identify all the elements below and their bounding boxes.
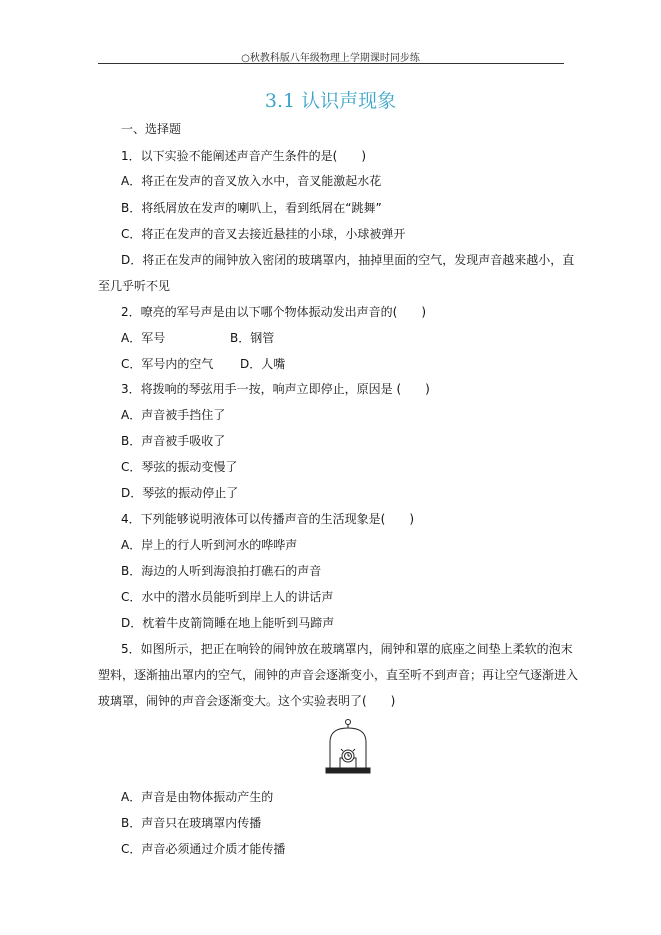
q5-option-c: C．声音必须通过介质才能传播 — [121, 842, 286, 856]
question-2-stem: 2．嘹亮的军号声是由以下哪个物体振动发出声音的( ) — [121, 305, 427, 319]
question-5-stem-line-1: 5．如图所示，把正在响铃的闹钟放在玻璃罩内，闹钟和罩的底座之间垫上柔软的泡末 — [121, 642, 573, 656]
q4-option-b: B．海边的人听到海浪拍打礁石的声音 — [121, 564, 322, 578]
q3-option-d: D．琴弦的振动停止了 — [121, 486, 239, 500]
page-header: ○秋教科版八年级物理上学期课时同步练 — [241, 53, 420, 64]
header-rule — [98, 63, 564, 64]
question-3-stem: 3．将拨响的琴弦用手一按，响声立即停止，原因是 ( ) — [121, 382, 430, 396]
question-5-stem-line-3: 玻璃罩，闹钟的声音会逐渐变大。这个实验表明了( ) — [98, 694, 396, 708]
q2-option-a: A．军号 — [121, 331, 166, 345]
q2-option-d: D．人嘴 — [240, 357, 286, 371]
question-4-stem: 4．下列能够说明液体可以传播声音的生活现象是( ) — [121, 512, 415, 526]
q1-option-c: C．将正在发声的音叉去接近悬挂的小球，小球被弹开 — [121, 227, 406, 241]
q1-option-b: B．将纸屑放在发声的喇叭上，看到纸屑在“跳舞” — [121, 201, 382, 215]
q4-option-a: A．岸上的行人听到河水的哗哗声 — [121, 538, 298, 552]
section-heading: 一、选择题 — [121, 122, 182, 136]
q5-option-b: B．声音只在玻璃罩内传播 — [121, 816, 262, 830]
q2-option-c: C．军号内的空气 — [121, 357, 214, 371]
page-title: 3.1 认识声现象 — [264, 90, 397, 112]
q1-option-d-cont: 至几乎听不见 — [98, 279, 171, 293]
bell-jar-icon — [326, 720, 370, 774]
q4-option-d: D．枕着牛皮箭筒睡在地上能听到马蹄声 — [121, 616, 335, 630]
question-5-stem-line-2: 塑料，逐渐抽出罩内的空气，闹钟的声音会逐渐变小，直至听不到声音；再让空气逐渐进入 — [98, 668, 579, 682]
q1-option-a: A．将正在发声的音叉放入水中，音叉能激起水花 — [121, 174, 382, 188]
q3-option-b: B．声音被手吸收了 — [121, 434, 226, 448]
q3-option-c: C．琴弦的振动变慢了 — [121, 460, 238, 474]
q1-option-d: D．将正在发声的闹钟放入密闭的玻璃罩内，抽掉里面的空气，发现声音越来越小，直 — [121, 253, 575, 267]
q4-option-c: C．水中的潜水员能听到岸上人的讲话声 — [121, 590, 334, 604]
bell-jar-figure — [322, 718, 374, 778]
q5-option-a: A．声音是由物体振动产生的 — [121, 790, 274, 804]
q2-option-b: B．钢管 — [230, 331, 275, 345]
question-1-stem: 1．以下实验不能阐述声音产生条件的是( ) — [121, 149, 366, 163]
q3-option-a: A．声音被手挡住了 — [121, 408, 226, 422]
